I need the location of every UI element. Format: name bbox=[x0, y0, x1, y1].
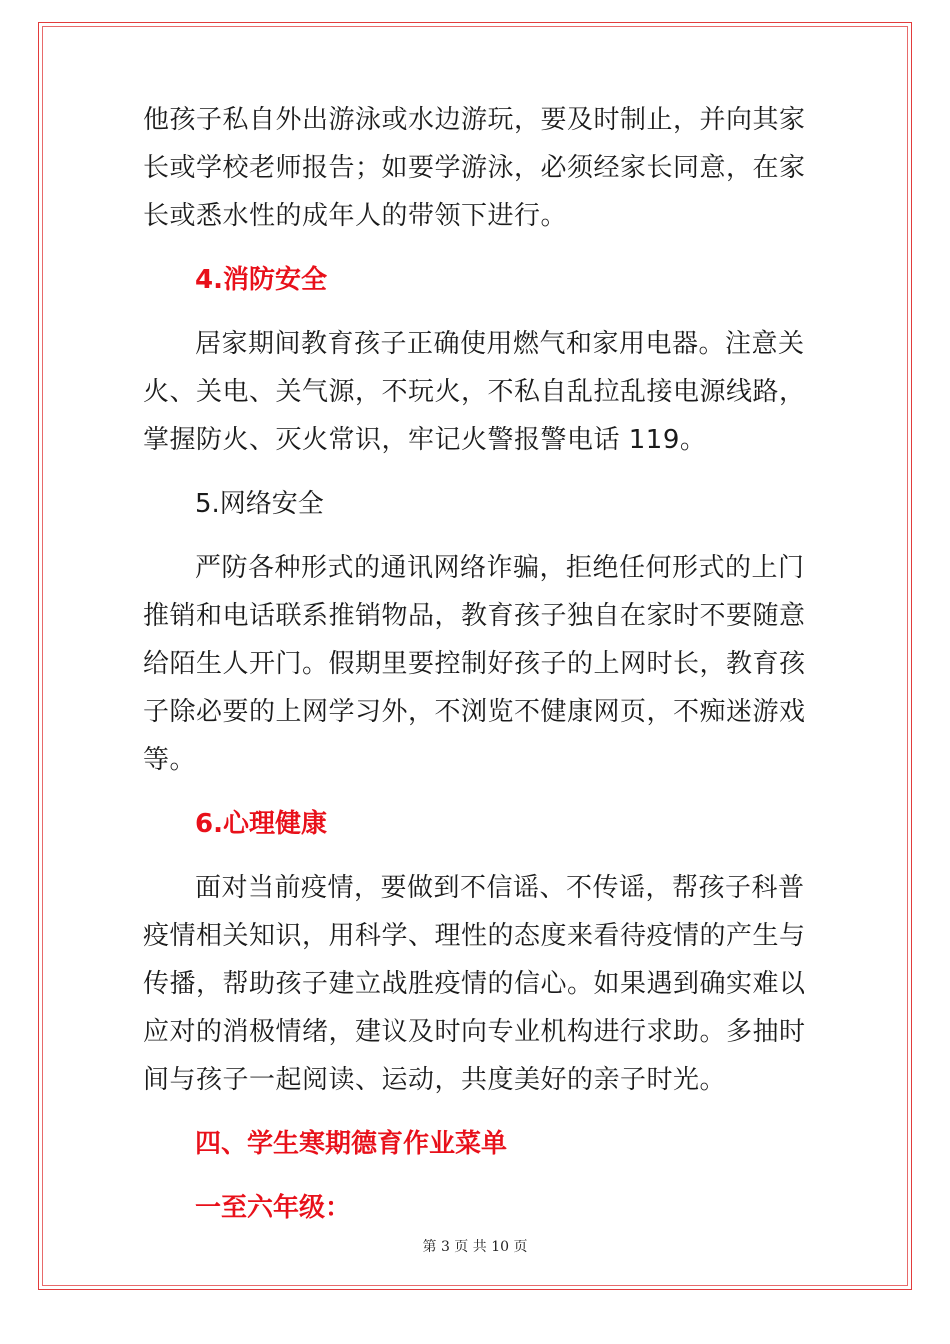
heading-section-four: 四、学生寒期德育作业菜单 bbox=[195, 1129, 508, 1159]
heading-network-safety: 5.网络安全 bbox=[195, 489, 324, 519]
heading-fire-safety: 4.消防安全 bbox=[195, 265, 327, 295]
paragraph-network-safety: 严防各种形式的通讯网络诈骗，拒绝任何形式的上门推销和电话联系推销物品，教育孩子独自在家时不要随意给陌生人开门。假期里要控制好孩子的上网时长，教育孩子除必要的上网学习外，不浏览不健康网页，不痴迷游戏等。 bbox=[143, 553, 806, 775]
heading-grades: 一至六年级： bbox=[195, 1193, 352, 1223]
paragraph-mental-health: 面对当前疫情，要做到不信谣、不传谣，帮孩子科普疫情相关知识，用科学、理性的态度来看待疫情的产生与传播，帮助孩子建立战胜疫情的信心。如果遇到确实难以应对的消极情绪，建议及时向专业机构进行求助。多抽时间与孩子一起阅读、运动，共度美好的亲子时光。 bbox=[143, 873, 806, 1095]
heading-mental-health: 6.心理健康 bbox=[195, 809, 327, 839]
continued-paragraph: 他孩子私自外出游泳或水边游玩，要及时制止，并向其家长或学校老师报告；如要学游泳，必须经家长同意，在家长或悉水性的成年人的带领下进行。 bbox=[143, 105, 806, 231]
document-body bbox=[143, 96, 815, 1248]
paragraph-fire-safety: 居家期间教育孩子正确使用燃气和家用电器。注意关火、关电、关气源，不玩火，不私自乱拉乱接电源线路，掌握防火、灭火常识，牢记火警报警电话 119。 bbox=[143, 329, 806, 455]
page-number-footer: 第 3 页 共 10 页 bbox=[422, 1239, 528, 1255]
